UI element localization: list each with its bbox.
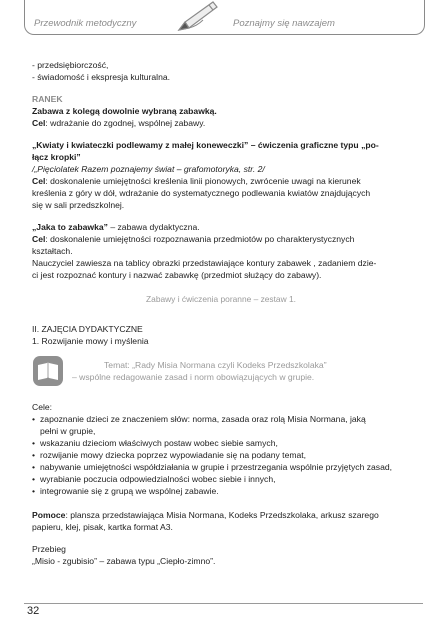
activity-description: ci jest rozpoznać kontury i nazwać zabawkę (przedmiot służący do zabawy). [32, 270, 322, 280]
goal-label: Cel [32, 118, 46, 128]
goals-list [32, 413, 410, 497]
list-item: • integrowanie się z grupą we wspólnej zabawie. [32, 485, 410, 497]
list-item: • rozwijanie mowy dziecka poprzez wypowiadanie się na podany temat, [32, 449, 410, 461]
section-heading: II. ZAJĘCIA DYDAKTYCZNE [32, 324, 143, 334]
book-icon [33, 356, 63, 386]
header-left-title: Przewodnik metodyczny [34, 18, 137, 29]
goal-text: : doskonalenie umiejętności rozpoznawania przedmiotów po charakterystycznych [45, 234, 355, 244]
intro-item: - świadomość i ekspresja kulturalna. [32, 72, 171, 82]
materials-label: Pomoce [32, 510, 66, 520]
activity-goal [32, 175, 410, 187]
list-item: • wyrabianie poczucia odpowiedzialności wobec siebie i innych, [32, 473, 410, 485]
page-header [24, 0, 425, 35]
topic-text [72, 359, 327, 383]
activity-source: /„Pięciolatek Razem poznajemy świat – grafomotoryka, str. 2/ [32, 164, 265, 174]
section-subheading: 1. Rozwijanie mowy i myślenia [32, 336, 149, 346]
activity-title-cont: łącz kropki” [32, 152, 81, 162]
activity-description: Nauczyciel zawiesza na tablicy obrazki przedstawiające kontury zabawek , zadaniem dzie- [32, 258, 377, 268]
activity-title: Zabawa z kolegą dowolnie wybraną zabawką. [32, 106, 217, 116]
procedure-line: „Misio - zgubisio” – zabawa typu „Ciepło-zimno”. [32, 556, 216, 566]
footer-divider [24, 603, 423, 604]
materials: Pomoce: plansza przedstawiająca Misia Normana, Kodeks Przedszkolaka, arkusz szarego [32, 510, 379, 520]
procedure-label: Przebieg [32, 544, 66, 554]
topic-title: Temat: „Rady Misia Normana czyli Kodeks Przedszkolaka” [104, 360, 327, 370]
pencil-icon [173, 0, 221, 36]
exercise-note: Zabawy i ćwiczenia poranne – zestaw 1. [146, 294, 296, 304]
activity-goal [32, 233, 410, 245]
goal-text: : wdrażanie do zgodnej, wspólnej zabawy. [45, 118, 206, 128]
goal-text-line: kreślenia z góry w dół, wdrażanie do systematycznego podlewania kwiatów znajdujących [32, 188, 371, 198]
goal-label: Cel [32, 234, 46, 244]
list-item: • nabywanie umiejętności współdziałania w grupie i przestrzegania wspólnie przyjętych zasad, [32, 461, 410, 473]
materials-line: papieru, klej, pisak, kartka format A3. [32, 522, 173, 532]
page-number: 32 [27, 605, 40, 617]
goal-text: : doskonalenie umiejętności kreślenia linii pionowych, zwrócenie uwagi na kierunek [45, 176, 361, 186]
list-item: • zapoznanie dzieci ze znaczeniem słów: norma, zasada oraz rolą Misia Normana, jaką pełni w grupie, [32, 413, 410, 437]
section-heading-ranek: RANEK [32, 94, 63, 104]
goals-label: Cele: [32, 402, 53, 412]
page-content [32, 59, 410, 567]
activity-title: „Jaka to zabawka” – zabawa dydaktyczna. [32, 222, 200, 232]
intro-item: - przedsiębiorczość, [32, 60, 109, 70]
activity-title: „Kwiaty i kwiateczki podlewamy z małej koneweczki” – ćwiczenia graficzne typu „po- [32, 140, 379, 150]
list-item: • wskazaniu dzieciom właściwych postaw wobec siebie samych, [32, 437, 410, 449]
topic-subtitle: – wspólne redagowanie zasad i norm obowiązujących w grupie. [72, 372, 315, 382]
activity-goal [32, 117, 410, 129]
goal-text-line: się w sali przedszkolnej. [32, 200, 125, 210]
goal-label: Cel [32, 176, 46, 186]
goal-text-line: kształtach. [32, 246, 73, 256]
header-right-title: Poznajmy się nawzajem [233, 18, 335, 29]
topic-box [32, 355, 410, 391]
